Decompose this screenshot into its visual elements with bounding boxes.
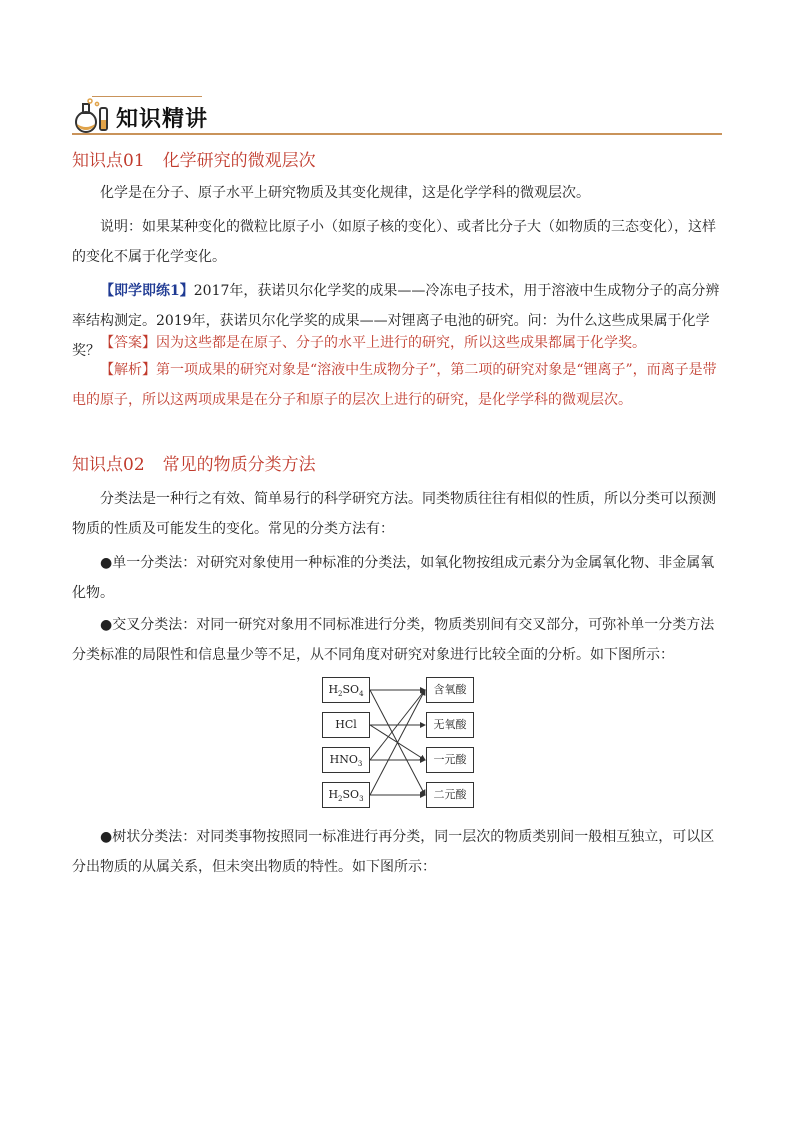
right-box-dibasic-acid: 二元酸 <box>426 782 474 808</box>
cross-classification-diagram <box>320 676 480 816</box>
kp1-number: 知识点01 <box>72 151 145 171</box>
kp1-heading: 化学研究的微观层次 <box>162 151 316 171</box>
left-box-hno3: $HNO_3$ <box>322 747 370 773</box>
flask-icon <box>72 96 112 134</box>
kp2-number: 知识点02 <box>72 455 145 475</box>
single-classification-paragraph: ●单一分类法：对研究对象使用一种标准的分类法，如氧化物按组成元素分为金属氧化物、非金属氧化物。 <box>72 555 715 601</box>
left-box-hcl: HCl <box>322 712 370 738</box>
knowledge-point-2-title <box>72 450 316 475</box>
tree-classification-paragraph: ●树状分类法：对同类事物按照同一标准进行再分类，同一层次的物质类别间一般相互独立，可以区分出物质的从属关系，但未突出物质的特性。如下图所示： <box>72 829 715 875</box>
analysis-block <box>72 355 722 415</box>
answer-text: 因为这些都是在原子、分子的水平上进行的研究，所以这些成果都属于化学奖。 <box>156 335 646 351</box>
analysis-text: 第一项成果的研究对象是“溶液中生成物分子”，第二项的研究对象是“锂离子”，而离子是带电的原子，所以这两项成果是在分子和原子的层次上进行的研究，是化学学科的微观层次。 <box>72 362 717 408</box>
header-rule <box>72 133 722 135</box>
kp1-paragraph-2: 说明：如果某种变化的微粒比原子小（如原子核的变化）、或者比分子大（如物质的三态变化），这样的变化不属于化学变化。 <box>72 219 716 265</box>
left-box-h2so4: $H_2SO_4$ <box>322 677 370 703</box>
section-header <box>72 92 722 138</box>
practice-tag: 【即学即练1】 <box>100 283 194 299</box>
left-box-h2so3: $H_2SO_3$ <box>322 782 370 808</box>
practice-text: 2017年，获诺贝尔化学奖的成果——冷冻电子技术，用于溶液中生成物分子的高分辨率结构测定。2019年，获诺贝尔化学奖的成果——对锂离子电池的研究。问：为什么这些成果属于化学奖？ <box>72 283 720 359</box>
right-box-oxyacid: 含氧酸 <box>426 677 474 703</box>
kp2-paragraph-1: 分类法是一种行之有效、简单易行的科学研究方法。同类物质往往有相似的性质，所以分类可以预测物质的性质及可能发生的变化。常见的分类方法有： <box>72 491 716 537</box>
kp2-heading: 常见的物质分类方法 <box>162 455 316 475</box>
cross-classification-paragraph: ●交叉分类法：对同一研究对象用不同标准进行分类，物质类别间有交叉部分，可弥补单一分类方法分类标准的局限性和信息量少等不足，从不同角度对研究对象进行比较全面的分析。如下图所示： <box>72 617 715 663</box>
right-box-oxygen-free-acid: 无氧酸 <box>426 712 474 738</box>
header-title: 知识精讲 <box>116 107 209 132</box>
right-box-monobasic-acid: 一元酸 <box>426 747 474 773</box>
answer-block <box>72 328 722 358</box>
answer-tag: 【答案】 <box>100 335 156 351</box>
analysis-tag: 【解析】 <box>100 362 156 378</box>
knowledge-point-1-title <box>72 146 316 171</box>
kp1-paragraph-1: 化学是在分子、原子水平上研究物质及其变化规律，这是化学学科的微观层次。 <box>100 185 590 201</box>
